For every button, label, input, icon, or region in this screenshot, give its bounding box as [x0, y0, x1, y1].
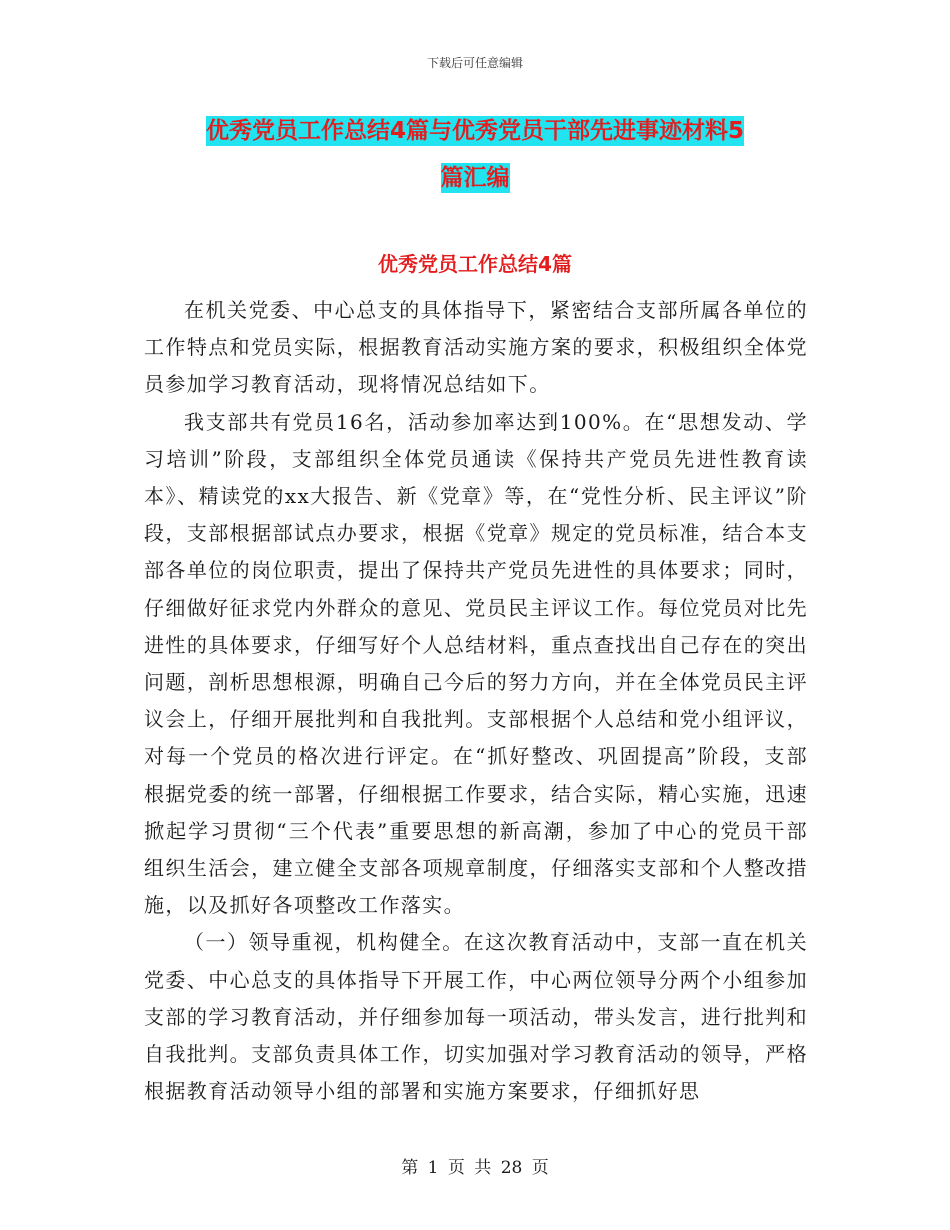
document-title	[0, 108, 950, 202]
section-title: 优秀党员工作总结4篇	[378, 252, 572, 276]
document-body	[144, 292, 808, 1110]
page-header-note: 下载后可任意编辑	[426, 56, 523, 70]
body-paragraph: （一）领导重视，机构健全。在这次教育活动中，支部一直在机关党委、中心总支的具体指导下开展工作，中心两位领导分两个小组参加支部的学习教育活动，并仔细参加每一项活动，带头发言，进行批判和自我批判。支部负责具体工作，切实加强对学习教育活动的领导，严格根据教育活动领导小组的部署和实施方案要求，仔细抓好思	[144, 930, 808, 1104]
body-paragraph: 在机关党委、中心总支的具体指导下，紧密结合支部所属各单位的工作特点和党员实际，根据教育活动实施方案的要求，积极组织全体党员参加学习教育活动，现将情况总结如下。	[144, 298, 808, 397]
body-paragraph: 我支部共有党员16名，活动参加率达到100%。在“思想发动、学习培训”阶段，支部组织全体党员通读《保持共产党员先进性教育读本》、精读党的xx大报告、新《党章》等，在“党性分析、民主评议”阶段，支部根据部试点办要求，根据《党章》规定的党员标准，结合本支部各单位的岗位职责，提出了保持共产党员先进性的具体要求；同时，仔细做好征求党内外群众的意见、党员民主评议工作。每位党员对比先进性的具体要求，仔细写好个人总结材料，重点查找出自己存在的突出问题，剖析思想根源，明确自己今后的努力方向，并在全体党员民主评议会上，仔细开展批判和自我批判。支部根据个人总结和党小组评议，对每一个党员的格次进行评定。在“抓好整改、巩固提高”阶段，支部根据党委的统一部署，仔细根据工作要求，结合实际，精心实施，迅速掀起学习贯彻“三个代表”重要思想的新高潮，参加了中心的党员干部组织生活会，建立健全支部各项规章制度，仔细落实支部和个人整改措施，以及抓好各项整改工作落实。	[144, 409, 808, 918]
document-title-line-2: 篇汇编	[440, 165, 510, 191]
page-footer: 第 1 页 共 28 页	[401, 1158, 549, 1178]
document-title-line-1: 优秀党员工作总结4篇与优秀党员干部先进事迹材料5	[205, 118, 744, 144]
